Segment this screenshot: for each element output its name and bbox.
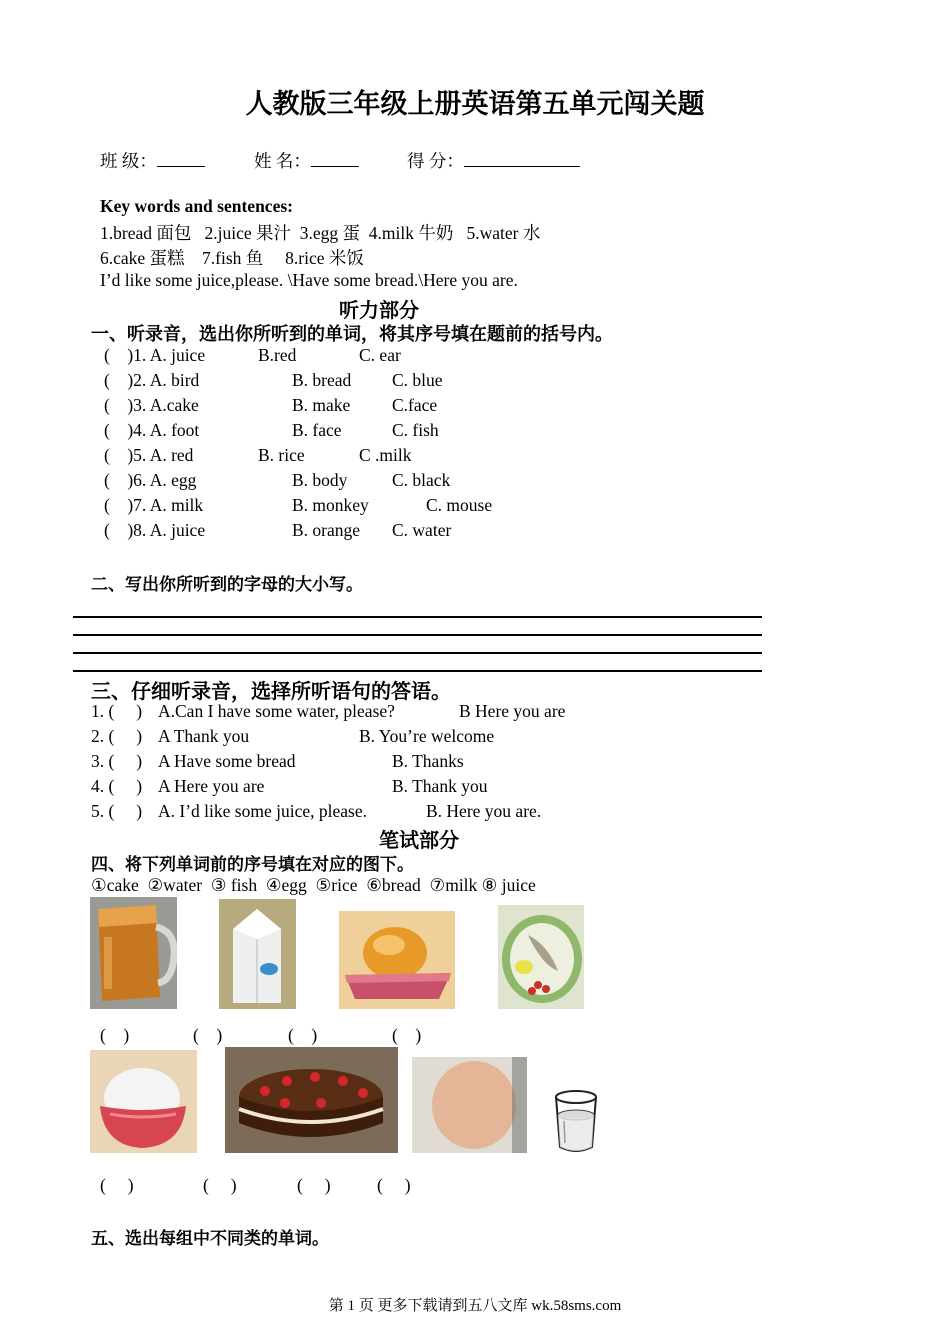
p3-q4-option-a: A Here you are — [158, 776, 265, 796]
p3-q2-option-a: A Thank you — [158, 726, 250, 746]
writing-heading: 笔试部分 — [379, 830, 459, 852]
rice-bowl-picture — [90, 1050, 197, 1153]
part1-item — [104, 495, 554, 517]
water-glass-picture — [552, 1087, 600, 1155]
p3-q4-option-b: B. Thank you — [392, 776, 488, 796]
p3-q3-option-b: B. Thanks — [392, 751, 464, 771]
answer-blank: ( ) — [297, 1175, 331, 1195]
listening-heading: 听力部分 — [339, 300, 419, 322]
key-line-2: 6.cake 蛋糕 7.fish 鱼 8.rice 米饭 — [100, 248, 364, 268]
p3-q1-option-a: A.Can I have some water, please? — [158, 701, 395, 721]
writing-line-3 — [73, 652, 762, 654]
q7-option-a: ( )7. A. milk — [104, 495, 204, 515]
key-line-3: I’d like some juice,please. \Have some bread.\Here you are. — [100, 270, 518, 290]
p3-q1-option-b: B Here you are — [459, 701, 566, 721]
key-line-1: 1.bread 面包 2.juice 果汁 3.egg 蛋 4.milk 牛奶 5.water 水 — [100, 223, 541, 243]
name-field — [254, 148, 359, 173]
fish-plate-picture — [498, 905, 584, 1009]
q1-option-b: B.red — [258, 345, 297, 365]
p3-q5-option-a: A. I’d like some juice, please. — [158, 801, 367, 821]
bread-picture — [339, 911, 455, 1009]
part1-item — [104, 520, 554, 542]
egg-picture — [412, 1057, 527, 1153]
q7-option-c: C. mouse — [426, 495, 493, 515]
p3-q5-number: 5. ( ) — [91, 801, 143, 821]
q3-option-a: ( )3. A.cake — [104, 395, 199, 415]
part1-title: 一、听录音，选出你所听到的单词，将其序号填在题前的括号内。 — [91, 324, 613, 344]
p3-q2-option-b: B. You’re welcome — [359, 726, 495, 746]
p3-q5-option-b: B. Here you are. — [426, 801, 542, 821]
p3-q2-number: 2. ( ) — [91, 726, 143, 746]
writing-line-4 — [73, 670, 762, 672]
q6-option-b: B. body — [292, 470, 348, 490]
writing-line-1 — [73, 616, 762, 618]
part4-title: 四、将下列单词前的序号填在对应的图下。 — [91, 855, 414, 874]
answer-blank: ( ) — [100, 1175, 134, 1195]
q8-option-b: B. orange — [292, 520, 361, 540]
q7-option-b: B. monkey — [292, 495, 369, 515]
part1-item — [104, 420, 554, 442]
part3-item — [91, 701, 611, 723]
q1-option-c: C. ear — [359, 345, 401, 365]
part3-item — [91, 751, 611, 773]
key-heading: Key words and sentences: — [100, 196, 293, 216]
q2-option-b: B. bread — [292, 370, 352, 390]
score-field — [407, 148, 580, 173]
class-field — [100, 148, 205, 173]
answer-blank: ( ) — [377, 1175, 411, 1195]
part3-item — [91, 776, 611, 798]
q4-option-b: B. face — [292, 420, 342, 440]
q3-option-c: C.face — [392, 395, 438, 415]
class-blank — [157, 150, 205, 167]
page-title: 人教版三年级上册英语第五单元闯关题 — [245, 89, 705, 119]
q2-option-a: ( )2. A. bird — [104, 370, 200, 390]
q4-option-a: ( )4. A. foot — [104, 420, 200, 440]
answer-blank: ( ) — [392, 1025, 422, 1045]
q6-option-c: C. black — [392, 470, 451, 490]
q8-option-a: ( )8. A. juice — [104, 520, 206, 540]
answer-blank: ( ) — [100, 1025, 130, 1045]
milk-carton-picture — [219, 899, 296, 1009]
cake-picture — [225, 1047, 398, 1153]
juice-picture — [90, 897, 177, 1009]
part3-item — [91, 801, 611, 823]
q3-option-b: B. make — [292, 395, 351, 415]
p3-q4-number: 4. ( ) — [91, 776, 143, 796]
part1-item — [104, 370, 554, 392]
page-footer: 第 1 页 更多下载请到五八文库 wk.58sms.com — [328, 1298, 622, 1314]
q5-option-b: B. rice — [258, 445, 305, 465]
q8-option-c: C. water — [392, 520, 452, 540]
p3-q3-option-a: A Have some bread — [158, 751, 296, 771]
p3-q3-number: 3. ( ) — [91, 751, 143, 771]
writing-line-2 — [73, 634, 762, 636]
part2-title: 二、写出你所听到的字母的大小写。 — [91, 575, 363, 594]
answer-blank: ( ) — [193, 1025, 223, 1045]
class-label: 班 级： — [100, 151, 157, 171]
q1-option-a: ( )1. A. juice — [104, 345, 206, 365]
q5-option-a: ( )5. A. red — [104, 445, 194, 465]
part1-item — [104, 470, 554, 492]
answer-blank: ( ) — [288, 1025, 318, 1045]
part3-item — [91, 726, 611, 748]
name-blank — [311, 150, 359, 167]
part1-item — [104, 345, 554, 367]
name-label: 姓 名： — [254, 151, 311, 171]
part1-item — [104, 395, 554, 417]
part3-title: 三、仔细听录音，选择所听语句的答语。 — [91, 681, 451, 703]
q5-option-c: C .milk — [359, 445, 412, 465]
score-blank — [464, 150, 580, 167]
q6-option-a: ( )6. A. egg — [104, 470, 197, 490]
score-label: 得 分： — [407, 151, 464, 171]
part4-word-list: ①cake ②water ③ fish ④egg ⑤rice ⑥bread ⑦milk ⑧ juice — [91, 875, 536, 895]
part1-item — [104, 445, 554, 467]
p3-q1-number: 1. ( ) — [91, 701, 143, 721]
q4-option-c: C. fish — [392, 420, 439, 440]
part5-title: 五、选出每组中不同类的单词。 — [91, 1229, 329, 1248]
answer-blank: ( ) — [203, 1175, 237, 1195]
q2-option-c: C. blue — [392, 370, 443, 390]
